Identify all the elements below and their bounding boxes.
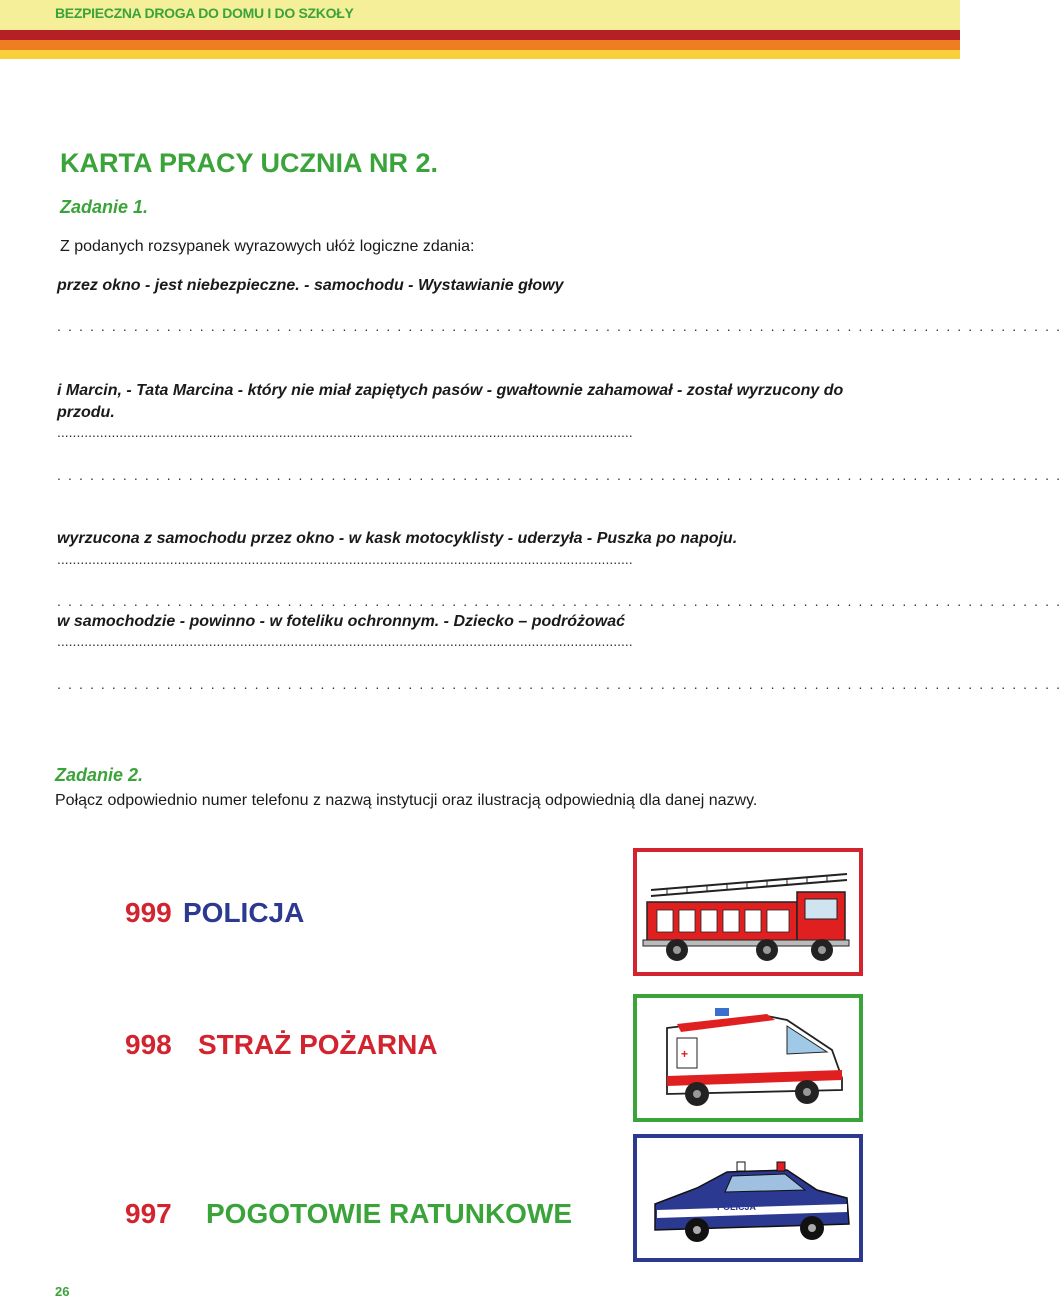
answer-line[interactable]: .................................................................................................................................................... [57, 633, 633, 649]
ambulance-icon [637, 998, 859, 1118]
header-stripe-yellow [0, 50, 960, 59]
institution-straz-pozarna[interactable]: STRAŻ POŻARNA [198, 1029, 438, 1060]
task2-instruction: Połącz odpowiednio numer telefonu z nazwą instytucji oraz ilustracją odpowiednią dla danej nazwy. [55, 792, 758, 809]
task1-scramble-2-cont: przodu. [57, 404, 115, 421]
page-title: KARTA PRACY UCZNIA NR 2. [60, 148, 439, 178]
answer-line[interactable]: . . . . . . . . . . . . . . . . . . . . . . . . . . . . . . . . . . . . . . . . . . . . . . . . . . . . . . . . . . . . . . . . . . . . . . . . . . . . . . . . . . . . . . . . . . . . [57, 676, 1062, 692]
police-car-label: POLICJA [717, 1202, 757, 1212]
institution-policja[interactable]: POLICJA [183, 897, 305, 928]
header-stripe-orange [0, 40, 960, 50]
police-car-card[interactable] [633, 1134, 863, 1262]
answer-line[interactable]: .................................................................................................................................................... [57, 424, 633, 440]
ambulance-card[interactable] [633, 994, 863, 1122]
task1-scramble-3: wyrzucona z samochodu przez okno - w kask motocyklisty - uderzyła - Puszka po napoju. [57, 530, 738, 547]
phone-number-998[interactable]: 998 [125, 1029, 172, 1060]
answer-line[interactable]: . . . . . . . . . . . . . . . . . . . . . . . . . . . . . . . . . . . . . . . . . . . . . . . . . . . . . . . . . . . . . . . . . . . . . . . . . . . . . . . . . . . . . . . . . . . . [57, 467, 1062, 483]
phone-number-997[interactable]: 997 [125, 1198, 172, 1229]
fire-truck-card[interactable] [633, 848, 863, 976]
fire-truck-icon [637, 852, 859, 972]
answer-line[interactable]: .................................................................................................................................................... [57, 551, 633, 567]
page-number: 26 [55, 1284, 70, 1299]
header-stripe-red [0, 30, 960, 40]
task1-scramble-1: przez okno - jest niebezpieczne. - samochodu - Wystawianie głowy [57, 277, 564, 294]
task2-label: Zadanie 2. [55, 765, 144, 785]
task1-instruction: Z podanych rozsypanek wyrazowych ułóż logiczne zdania: [60, 238, 475, 255]
task1-scramble-2: i Marcin, - Tata Marcina - który nie miał zapiętych pasów - gwałtownie zahamował - został wyrzucony do [57, 382, 844, 399]
phone-number-999[interactable]: 999 [125, 897, 172, 928]
answer-line[interactable]: . . . . . . . . . . . . . . . . . . . . . . . . . . . . . . . . . . . . . . . . . . . . . . . . . . . . . . . . . . . . . . . . . . . . . . . . . . . . . . . . . . . . . . . . . . . . [57, 318, 1062, 334]
police-car-icon [637, 1138, 859, 1258]
institution-pogotowie[interactable]: POGOTOWIE RATUNKOWE [206, 1198, 573, 1229]
task1-scramble-4: w samochodzie - powinno - w foteliku ochronnym. - Dziecko – podróżować [57, 613, 626, 630]
svg-text:+: + [681, 1047, 689, 1061]
task1-label: Zadanie 1. [60, 197, 149, 217]
answer-line[interactable]: . . . . . . . . . . . . . . . . . . . . . . . . . . . . . . . . . . . . . . . . . . . . . . . . . . . . . . . . . . . . . . . . . . . . . . . . . . . . . . . . . . . . . . . . . . . . [57, 593, 1062, 609]
header-title: BEZPIECZNA DROGA DO DOMU I DO SZKOŁY [55, 5, 354, 21]
